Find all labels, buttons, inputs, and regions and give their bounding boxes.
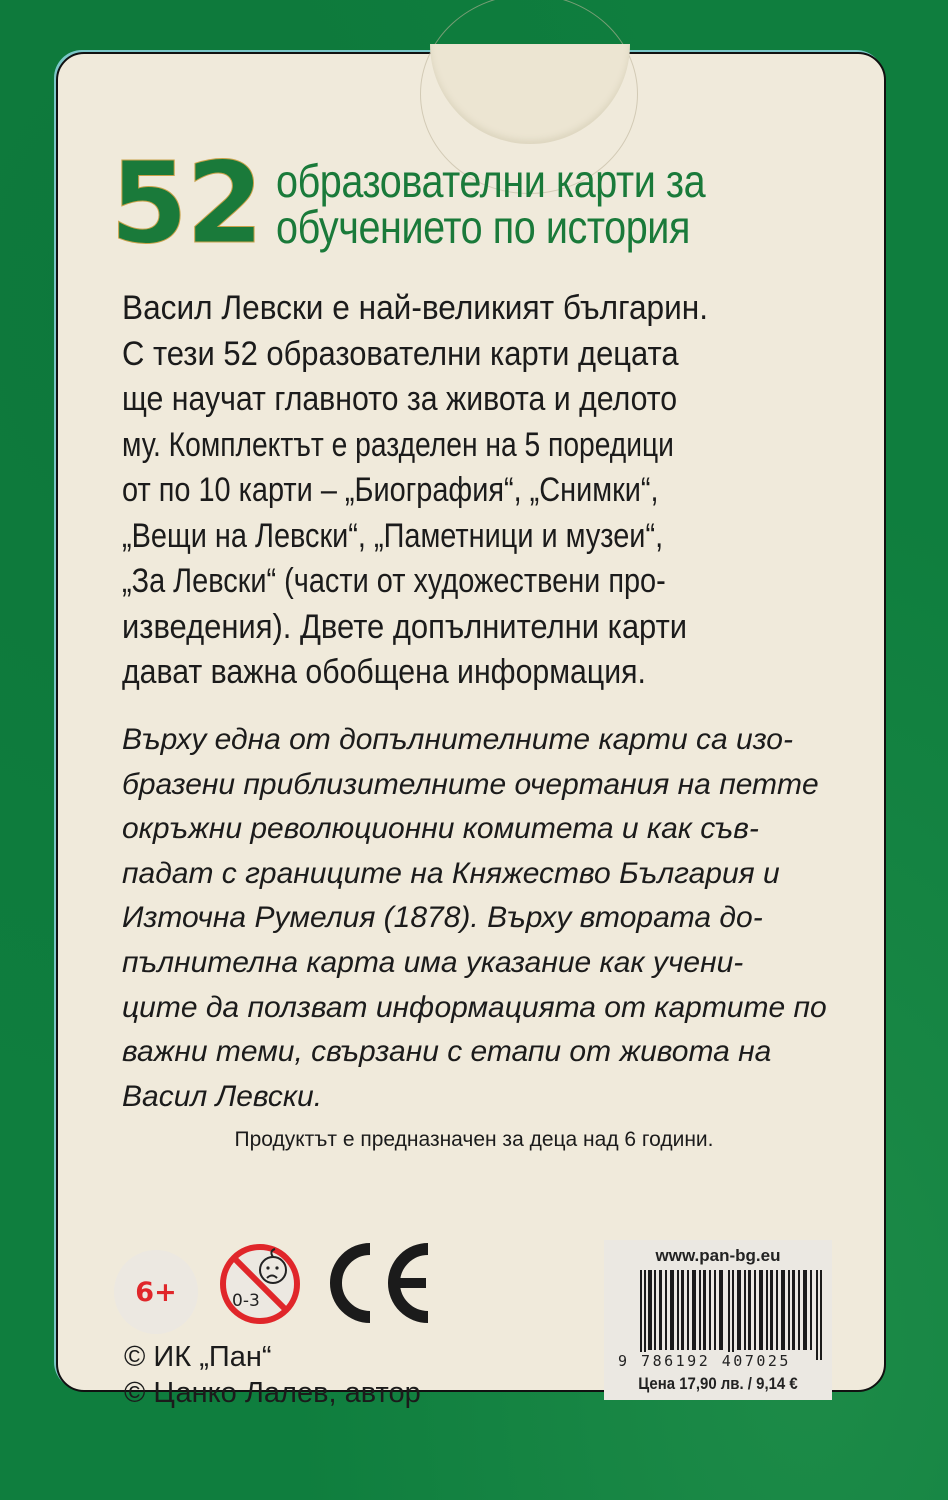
note-line: Васил Левски.	[122, 1079, 323, 1113]
note-line: падат с границите на Княжество България и	[122, 856, 780, 890]
copyright-author: © Цанко Лалев, автор	[124, 1377, 421, 1409]
description-line: ще научат главното за живота и делото	[122, 380, 678, 418]
title-line-2: обучението по история	[275, 201, 690, 253]
note-line: окръжни революционни комитета и как съв-	[122, 812, 759, 846]
not-for-under-3-icon	[218, 1242, 302, 1326]
note-line: важни теми, свързани с етапи от живота на	[122, 1035, 772, 1069]
description-line: му. Комплектът е разделен на 5 поредици	[122, 425, 674, 464]
description-line: от по 10 карти – „Биография“, „Снимки“,	[122, 471, 659, 509]
barcode-icon	[640, 1270, 824, 1360]
description-line: Васил Левски е най-великият българин.	[122, 289, 709, 327]
ce-mark-icon	[322, 1243, 434, 1323]
age-badge-label: 6+	[135, 1276, 177, 1308]
price-label: Цена 17,90 лв. / 9,14 €	[638, 1374, 798, 1393]
title-text	[275, 155, 706, 253]
copyright-publisher: © ИК „Пан“	[124, 1341, 272, 1373]
description-line: „Вещи на Левски“, „Паметници и музеи“,	[122, 516, 664, 555]
age-recommendation: Продуктът е предназначен за деца над 6 години.	[234, 1128, 714, 1151]
age-badge	[114, 1250, 198, 1334]
description-line: изведения). Двете допълнителни карти	[122, 607, 688, 646]
card-count: 52	[110, 139, 262, 269]
description-line: „За Левски“ (части от художествени про-	[122, 562, 666, 600]
description-paragraph	[122, 286, 834, 696]
note-line: пълнителна карта има указание как учени-	[122, 945, 744, 979]
note-line: Върху една от допълнителните карти са изо-	[122, 723, 793, 756]
italic-note-paragraph	[122, 718, 834, 1119]
note-line: бразени приблизителните очертания на петте	[122, 767, 819, 801]
note-line: ците да ползват информацията от картите по	[122, 990, 827, 1024]
title-line-1: образователни карти за	[275, 155, 706, 207]
description-line: дават важна обобщена информация.	[122, 653, 646, 691]
title-block	[110, 139, 775, 269]
note-line: Източна Румелия (1878). Върху втората до-	[122, 901, 763, 935]
isbn-digits: 9 786192 407025	[618, 1352, 791, 1370]
warning-age-label: 0-3	[232, 1291, 260, 1311]
description-line: С тези 52 образователни карти децата	[122, 334, 679, 373]
publisher-url[interactable]: www.pan-bg.eu	[655, 1246, 781, 1265]
barcode-panel	[604, 1240, 832, 1400]
